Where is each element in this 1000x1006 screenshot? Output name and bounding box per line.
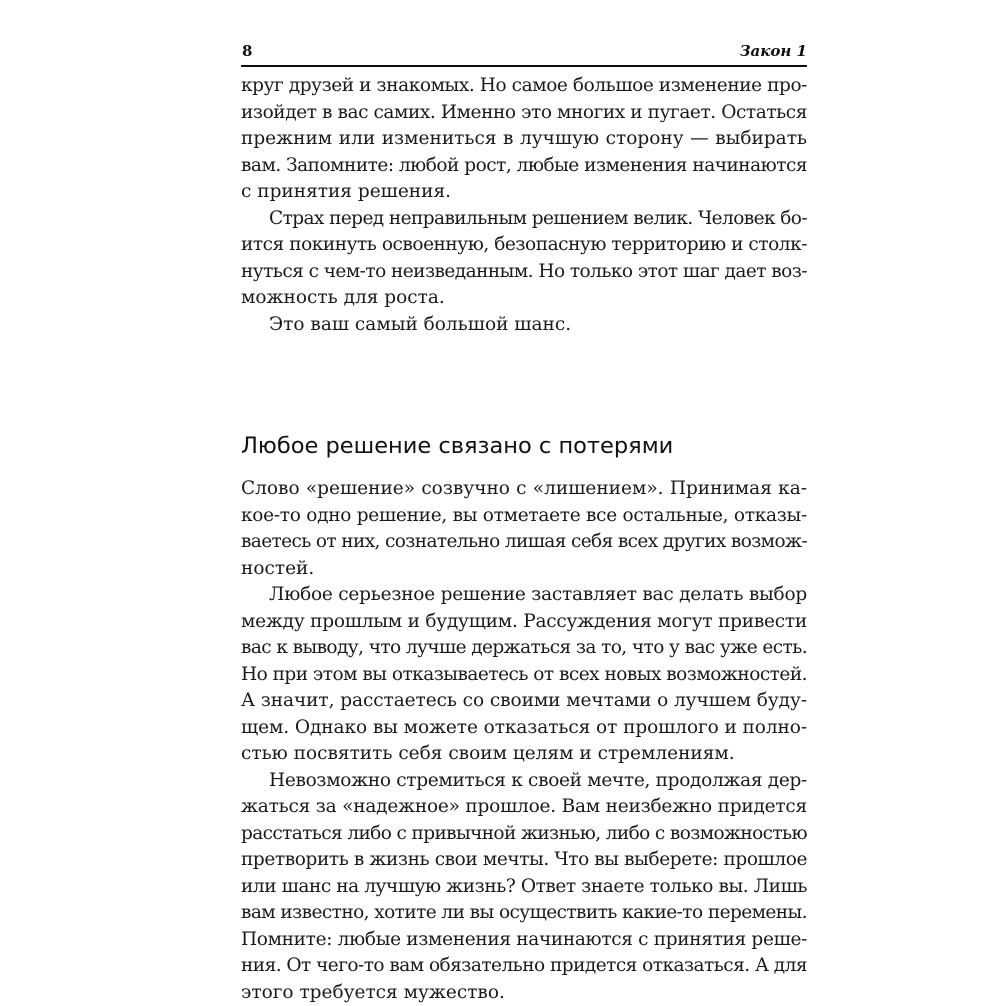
text-line: круг друзей и знакомых. Но самое большое изменение про- — [241, 73, 807, 100]
text-line: этого требуется мужество. — [241, 980, 807, 1006]
text-line: стью посвятить себя своим целям и стремлениям. — [241, 741, 807, 768]
paragraph — [241, 476, 807, 582]
body-text-top — [241, 73, 807, 338]
body-text-bottom — [241, 476, 807, 1006]
text-line: претворить в жизнь свои мечты. Что вы выберете: прошлое — [241, 847, 807, 874]
text-line: прежним или измениться в лучшую сторону — выбирать — [241, 126, 807, 153]
text-line: А значит, расстаетесь со своими мечтами о лучшем буду- — [241, 688, 807, 715]
text-line: ваетесь от них, сознательно лишая себя всех других возмож- — [241, 529, 807, 556]
text-line: ится покинуть освоенную, безопасную территорию и столк- — [241, 232, 807, 259]
text-line: вам. Запомните: любой рост, любые изменения начинаются — [241, 153, 807, 180]
text-line: вам известно, хотите ли вы осуществить какие-то перемены. — [241, 900, 807, 927]
paragraph — [241, 312, 807, 339]
paragraph — [241, 582, 807, 768]
paragraph — [241, 768, 807, 1006]
text-line: Слово «решение» созвучно с «лишением». Принимая ка- — [241, 476, 807, 503]
text-line: изойдет в вас самих. Именно это многих и пугает. Остаться — [241, 100, 807, 127]
running-head — [241, 40, 807, 64]
text-line: с принятия решения. — [241, 179, 807, 206]
text-line: или шанс на лучшую жизнь? Ответ знаете только вы. Лишь — [241, 874, 807, 901]
text-line: Любое серьезное решение заставляет вас делать выбор — [241, 582, 807, 609]
text-line: ния. От чего-то вам обязательно придется отказаться. А для — [241, 953, 807, 980]
text-line: можность для роста. — [241, 285, 807, 312]
text-line: Невозможно стремиться к своей мечте, продолжая дер- — [241, 768, 807, 795]
text-line: жаться за «надежное» прошлое. Вам неизбежно придется — [241, 794, 807, 821]
header-rule — [241, 65, 807, 67]
text-line: расстаться либо с привычной жизнью, либо с возможностью — [241, 821, 807, 848]
text-line: Но при этом вы отказываетесь от всех новых возможностей. — [241, 662, 807, 689]
text-line: нуться с чем-то неизведанным. Но только этот шаг дает воз- — [241, 259, 807, 286]
text-line: щем. Однако вы можете отказаться от прошлого и полно- — [241, 715, 807, 742]
text-line: между прошлым и будущим. Рассуждения могут привести — [241, 609, 807, 636]
text-line: вас к выводу, что лучше держаться за то, что у вас уже есть. — [241, 635, 807, 662]
paragraph — [241, 73, 807, 206]
paragraph — [241, 206, 807, 312]
book-page — [241, 40, 807, 980]
text-line: Это ваш самый большой шанс. — [241, 312, 807, 339]
text-line: Помните: любые изменения начинаются с принятия реше- — [241, 927, 807, 954]
text-line: Страх перед неправильным решением велик. Человек бо- — [241, 206, 807, 233]
page-number: 8 — [242, 42, 252, 60]
text-line: ностей. — [241, 556, 807, 583]
section-heading: Любое решение связано с потерями — [241, 433, 807, 459]
chapter-title: Закон 1 — [740, 42, 807, 60]
text-line: кое-то одно решение, вы отметаете все остальные, отказы- — [241, 503, 807, 530]
